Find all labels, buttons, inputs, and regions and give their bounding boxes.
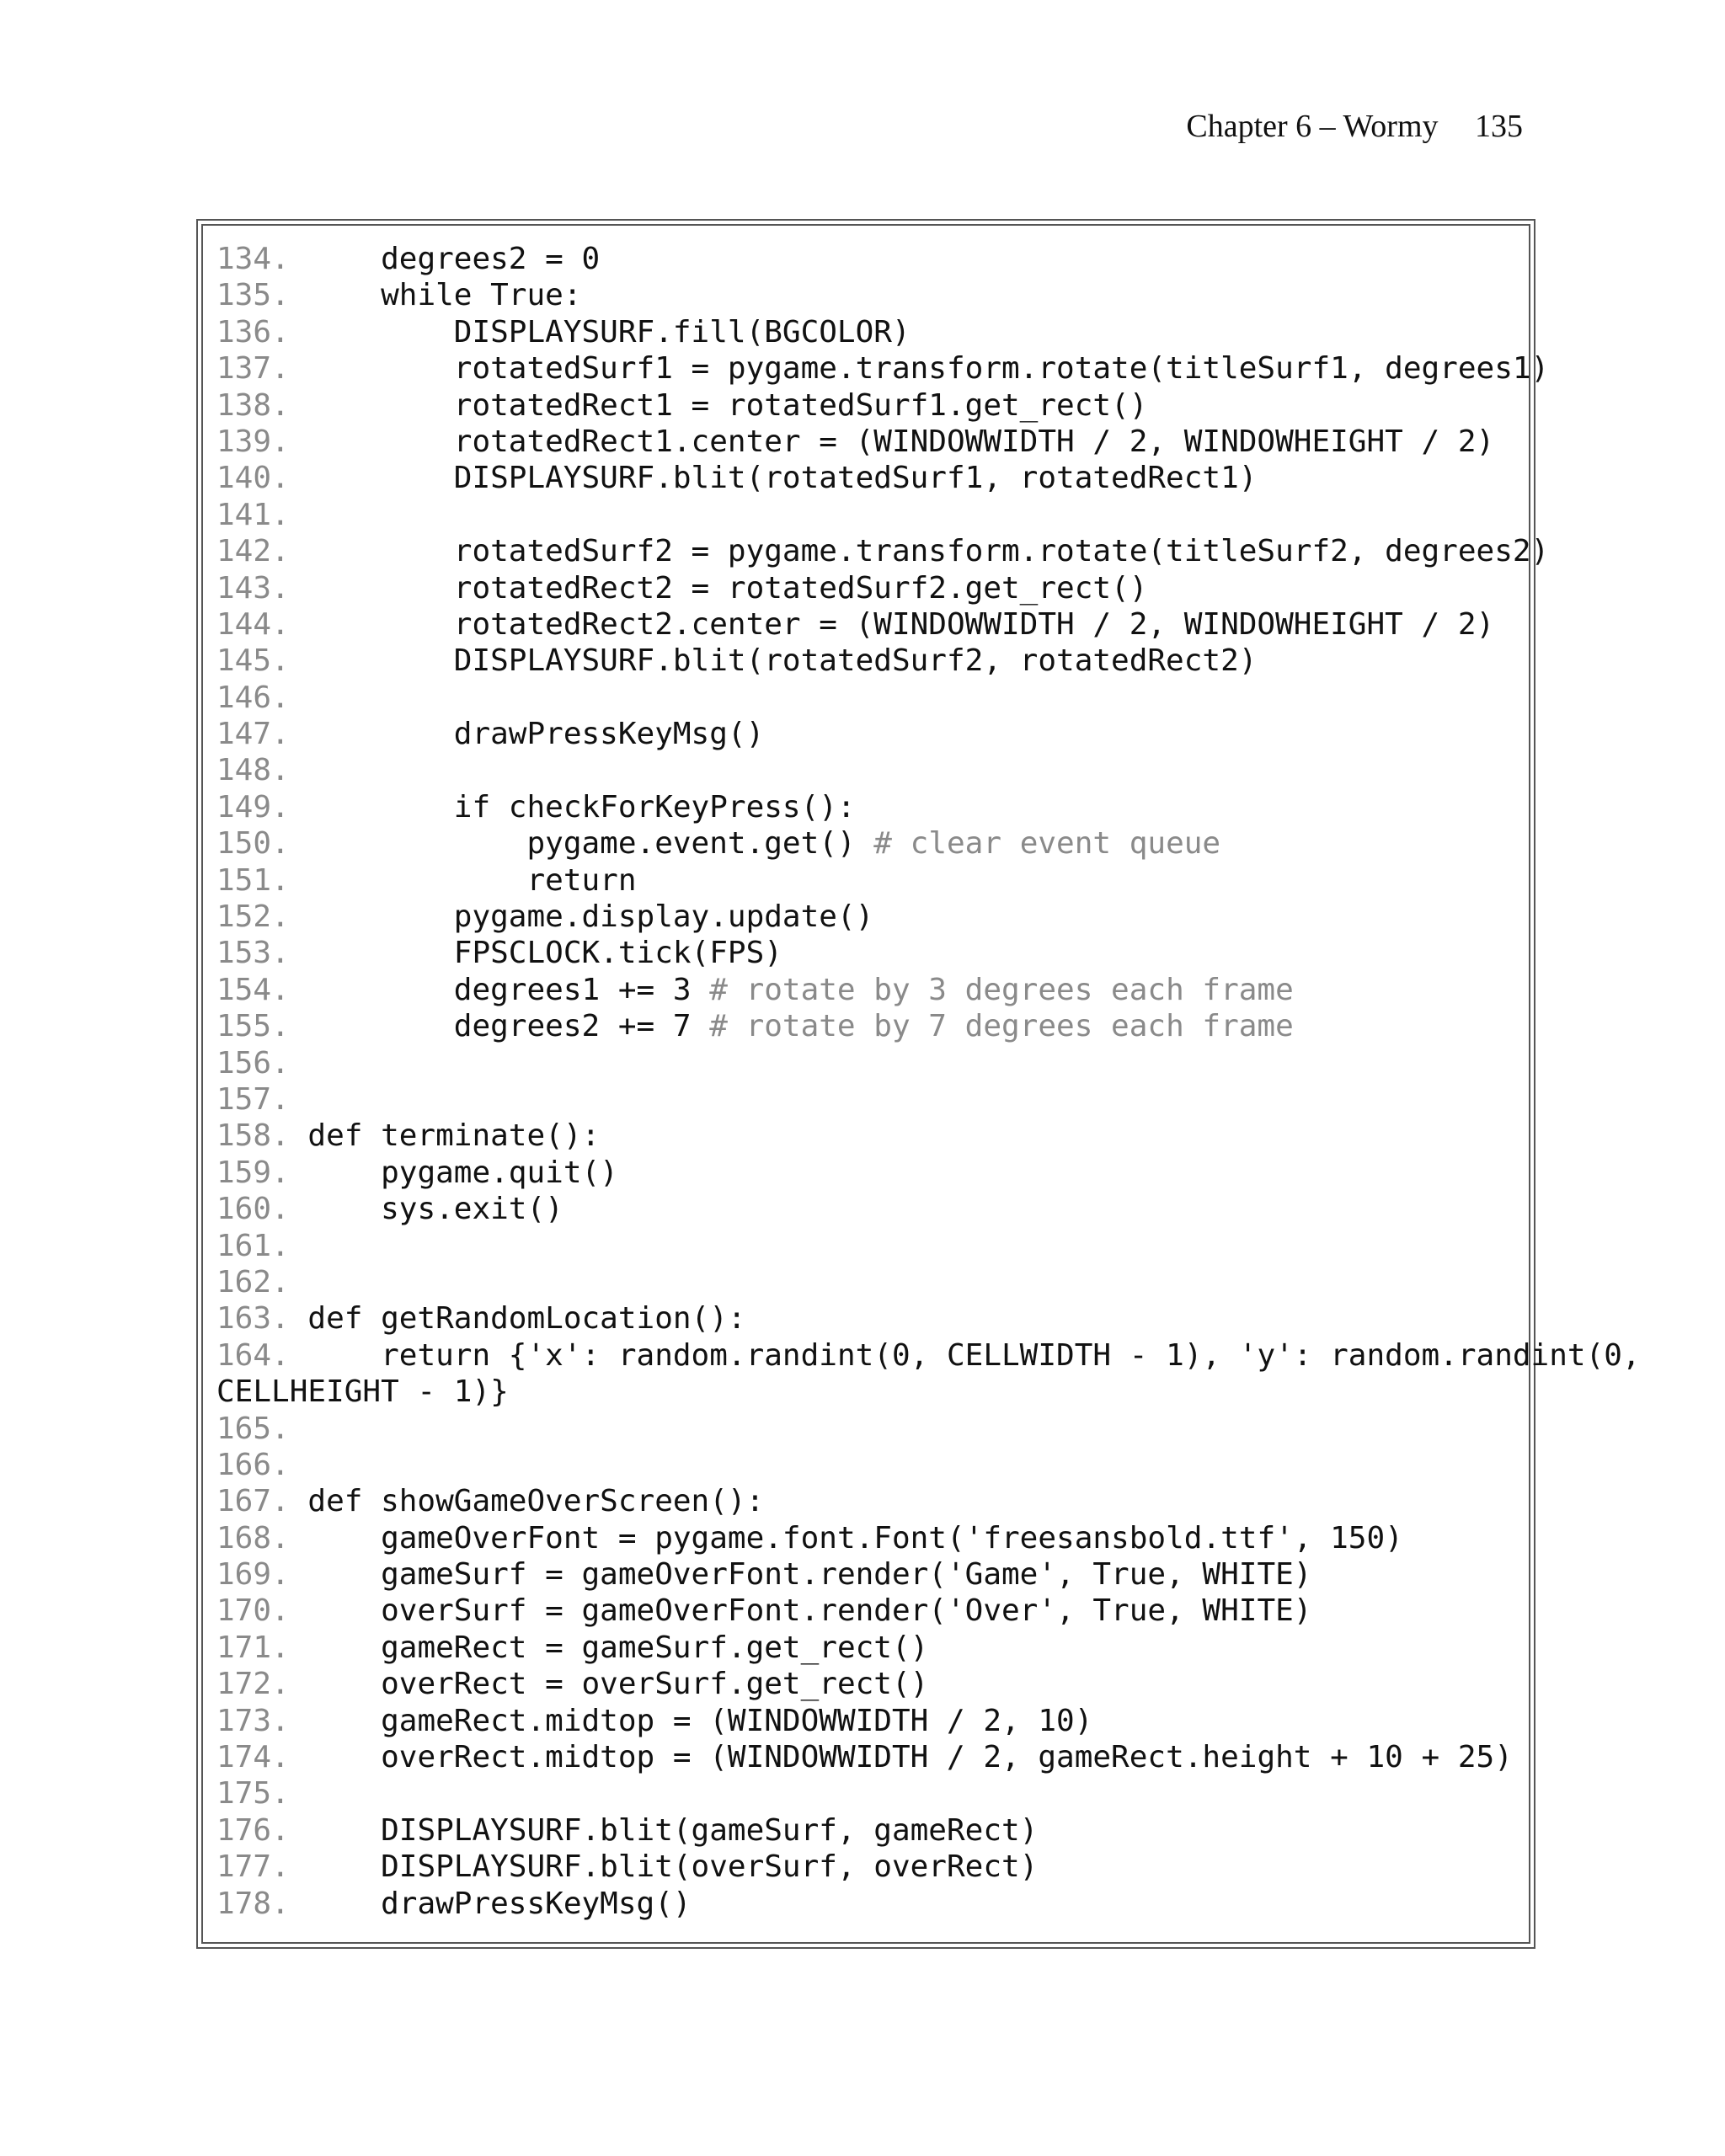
code-text: def terminate(): [307,1118,601,1154]
code-line [216,1447,1641,1483]
code-text: if checkForKeyPress(): [453,789,856,825]
code-text: overRect.midtop = (WINDOWWIDTH / 2, gameRect.height + 10 + 25) [381,1740,1513,1775]
code-line [216,1300,1641,1337]
line-number: 149. [216,789,290,825]
code-line [216,424,1641,460]
code-line [216,1155,1641,1191]
line-number: 161. [216,1228,290,1263]
chapter-title: Chapter 6 – Wormy [1186,109,1439,144]
line-number: 151. [216,862,290,898]
code-text: drawPressKeyMsg() [453,717,765,752]
line-number: 157. [216,1081,290,1117]
code-indent [307,973,453,1007]
line-number: 167. [216,1484,290,1519]
line-number: 144. [216,606,290,642]
code-comment: # rotate by 7 degrees each frame [709,1009,1294,1044]
code-text: DISPLAYSURF.blit(gameSurf, gameRect) [381,1812,1039,1848]
code-text: DISPLAYSURF.blit(rotatedSurf2, rotatedRect2) [453,643,1258,679]
code-indent [307,790,453,825]
code-line [216,899,1641,935]
code-line [216,606,1641,643]
code-indent [307,571,453,606]
line-number: 162. [216,1264,290,1299]
code-line [216,1703,1641,1739]
code-line [216,497,1641,533]
code-line [216,1886,1641,1922]
code-indent [307,717,453,751]
line-number: 147. [216,717,290,752]
line-number: 176. [216,1812,290,1848]
code-line [216,1812,1641,1849]
code-text: rotatedRect2 = rotatedSurf2.get_rect() [453,570,1148,606]
code-line [216,1630,1641,1666]
code-text: return {'x': random.randint(0, CELLWIDTH - 1), 'y': random.randint(0, [381,1337,1641,1373]
page-header [1186,108,1523,145]
code-text: gameRect.midtop = (WINDOWWIDTH / 2, 10) [381,1703,1093,1738]
code-text: DISPLAYSURF.fill(BGCOLOR) [453,314,911,350]
line-number: 163. [216,1301,290,1337]
code-text: rotatedRect1 = rotatedSurf1.get_rect() [453,387,1148,423]
code-text: pygame.display.update() [453,899,874,935]
code-text: pygame.quit() [381,1155,618,1190]
line-number: 146. [216,680,290,715]
code-indent [307,1192,381,1226]
code-indent [307,1886,381,1921]
code-line [216,972,1641,1008]
code-indent [307,388,453,423]
code-indent [307,1593,381,1628]
line-number: 178. [216,1886,290,1921]
line-number: 134. [216,242,290,276]
line-number: 160. [216,1192,290,1227]
code-indent [307,1630,381,1665]
code-text: rotatedRect2.center = (WINDOWWIDTH / 2, WINDOWHEIGHT / 2) [453,606,1495,642]
code-line [216,533,1641,569]
code-text: FPSCLOCK.tick(FPS) [453,936,782,971]
code-line [216,314,1641,350]
line-number: 152. [216,899,290,935]
code-indent [307,1009,453,1043]
line-number: 169. [216,1557,290,1593]
code-line [216,1191,1641,1227]
code-text: degrees2 = 0 [381,242,601,276]
code-line [216,680,1641,716]
code-indent [307,424,453,459]
code-line [216,643,1641,679]
code-line [216,935,1641,971]
line-number: 136. [216,314,290,350]
code-indent [307,607,453,642]
line-number: 143. [216,570,290,606]
code-indent [307,643,453,678]
code-text: while True: [381,278,582,313]
code-line [216,862,1641,899]
code-line [216,1118,1641,1154]
line-number: 139. [216,424,290,459]
code-indent [307,1667,381,1701]
code-comment: # rotate by 3 degrees each frame [709,972,1294,1007]
code-indent [307,1155,381,1190]
code-line [216,716,1641,752]
line-number: 172. [216,1667,290,1702]
code-indent [307,1849,381,1884]
line-number: 138. [216,387,290,423]
code-line [216,1264,1641,1300]
code-listing [216,241,1641,1922]
code-indent [307,1338,381,1373]
code-indent [307,863,526,898]
code-line [216,1045,1641,1081]
code-line [216,1081,1641,1118]
code-line [216,1849,1641,1885]
line-number: 155. [216,1009,290,1044]
code-text: rotatedSurf1 = pygame.transform.rotate(titleSurf1, degrees1) [453,351,1550,387]
line-number: 164. [216,1337,290,1373]
code-text: gameOverFont = pygame.font.Font('freesansbold.ttf', 150) [381,1520,1403,1556]
code-text: DISPLAYSURF.blit(rotatedSurf1, rotatedRect1) [453,461,1258,496]
code-line [216,1337,1641,1374]
code-indent [307,1704,381,1738]
line-number: 156. [216,1045,290,1081]
line-number: 174. [216,1740,290,1775]
code-line [216,1775,1641,1812]
line-number: 150. [216,826,290,862]
code-text: sys.exit() [381,1192,563,1227]
code-text: CELLHEIGHT - 1)} [216,1374,509,1410]
line-number: 159. [216,1155,290,1190]
line-number: 168. [216,1520,290,1556]
line-number: 140. [216,461,290,496]
code-text: rotatedSurf2 = pygame.transform.rotate(titleSurf2, degrees2) [453,534,1550,569]
line-number: 171. [216,1630,290,1665]
code-indent [307,278,381,312]
page-number: 135 [1475,109,1523,144]
code-indent [307,242,381,276]
code-line [216,1008,1641,1044]
line-number: 145. [216,643,290,679]
code-line [216,1411,1641,1447]
code-text: degrees1 += 3 [453,972,710,1007]
code-text: degrees2 += 7 [453,1009,710,1044]
code-line [216,1666,1641,1702]
code-indent [307,351,453,386]
code-line [216,825,1641,862]
line-number: 177. [216,1849,290,1885]
line-number: 166. [216,1447,290,1482]
code-indent [307,315,453,350]
code-line [216,1593,1641,1629]
code-text: def showGameOverScreen(): [307,1484,765,1519]
code-line [216,570,1641,606]
code-text: DISPLAYSURF.blit(overSurf, overRect) [381,1849,1039,1885]
line-number: 170. [216,1593,290,1629]
code-indent [307,899,453,934]
code-line [216,1374,1641,1410]
line-number: 141. [216,497,290,532]
line-number: 165. [216,1411,290,1446]
code-indent [307,936,453,970]
line-number: 154. [216,972,290,1007]
code-line [216,1228,1641,1264]
code-text: overRect = overSurf.get_rect() [381,1667,929,1702]
code-indent [307,534,453,568]
line-number: 173. [216,1703,290,1738]
code-indent [307,1740,381,1774]
code-line [216,1556,1641,1593]
code-indent [307,826,526,861]
code-line [216,460,1641,496]
code-text: rotatedRect1.center = (WINDOWWIDTH / 2, WINDOWHEIGHT / 2) [453,424,1495,459]
code-line [216,241,1641,277]
code-text: gameSurf = gameOverFont.render('Game', True, WHITE) [381,1557,1312,1593]
line-number: 158. [216,1118,290,1154]
code-text: gameRect = gameSurf.get_rect() [381,1630,929,1665]
line-number: 137. [216,351,290,387]
code-line [216,350,1641,387]
line-number: 135. [216,278,290,313]
code-text: overSurf = gameOverFont.render('Over', True, WHITE) [381,1593,1312,1629]
code-line [216,1739,1641,1775]
code-comment: # clear event queue [873,826,1221,862]
line-number: 175. [216,1776,290,1812]
code-line [216,752,1641,788]
code-text: def getRandomLocation(): [307,1301,746,1337]
code-text: drawPressKeyMsg() [381,1886,692,1921]
code-text: return [526,862,637,898]
code-line [216,387,1641,424]
line-number: 142. [216,534,290,569]
code-indent [307,1557,381,1592]
code-indent [307,1521,381,1556]
code-line [216,789,1641,825]
code-line [216,1483,1641,1519]
code-line [216,277,1641,313]
code-text: pygame.event.get() [526,826,874,862]
code-line [216,1520,1641,1556]
line-number: 153. [216,936,290,971]
line-number: 148. [216,753,290,788]
code-indent [307,1813,381,1848]
code-indent [307,461,453,495]
